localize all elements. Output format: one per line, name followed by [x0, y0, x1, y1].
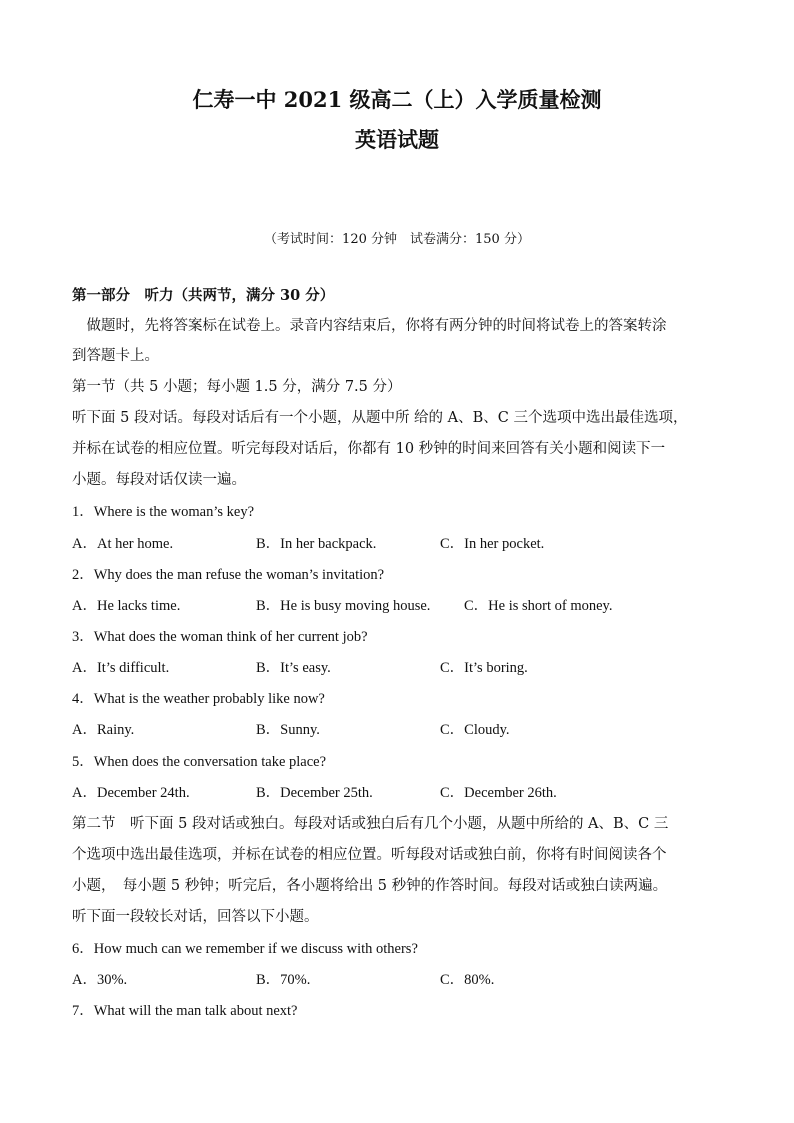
q5-option-a: A．December 24th.: [72, 785, 190, 801]
q4-option-b: B．Sunny.: [256, 722, 320, 738]
q1-option-c: C．In her pocket.: [440, 536, 545, 552]
question-4: 4．What is the weather probably like now?: [72, 691, 325, 707]
exam-title: 仁寿一中 2021 级高二（上）入学质量检测: [192, 87, 602, 112]
q2-option-c: C．He is short of money.: [464, 598, 613, 614]
question-1: 1．Where is the woman’s key?: [72, 504, 255, 520]
section2-line-3: 小题， 每小题 5 秒钟；听完后，各小题将给出 5 秒钟的作答时间。每段对话或独白读两遍。: [72, 878, 668, 894]
question-6: 6．How much can we remember if we discuss with others?: [72, 941, 418, 957]
intro-line-2: 到答题卡上。: [72, 348, 159, 364]
q5-option-b: B．December 25th.: [256, 785, 373, 801]
exam-meta: （考试时间：120 分钟 试卷满分：150 分）: [264, 232, 530, 247]
intro-line-1: 做题时，先将答案标在试卷上。录音内容结束后，你将有两分钟的时间将试卷上的答案转涂: [72, 318, 667, 334]
q6-option-a: A．30%.: [72, 972, 128, 988]
section2-line-1: 第二节 听下面 5 段对话或独白。每段对话或独白后有几个小题，从题中所给的 A、B、C 三: [72, 816, 669, 832]
q6-option-c: C．80%.: [440, 972, 495, 988]
section2-line-2: 个选项中选出最佳选项，并标在试卷的相应位置。听每段对话或独白前，你将有时间阅读各个: [72, 847, 667, 863]
q2-option-a: A．He lacks time.: [72, 598, 181, 614]
section1-instr-3: 小题。每段对话仅读一遍。: [72, 472, 246, 488]
q4-option-c: C．Cloudy.: [440, 722, 510, 738]
section1-instr-2: 并标在试卷的相应位置。听完每段对话后，你都有 10 秒钟的时间来回答有关小题和阅读下一: [72, 441, 666, 457]
section1-heading: 第一节（共 5 小题；每小题 1.5 分，满分 7.5 分）: [72, 379, 402, 395]
question-2: 2．Why does the man refuse the woman’s invitation?: [72, 567, 385, 583]
question-7: 7．What will the man talk about next?: [72, 1003, 298, 1019]
q2-option-b: B．He is busy moving house.: [256, 598, 431, 614]
section2-line-4: 听下面一段较长对话，回答以下小题。: [72, 909, 319, 925]
part1-heading: 第一部分 听力（共两节，满分 30 分）: [72, 287, 335, 304]
exam-subtitle: 英语试题: [355, 127, 439, 152]
q1-option-b: B．In her backpack.: [256, 536, 377, 552]
q6-option-b: B．70%.: [256, 972, 311, 988]
q1-option-a: A．At her home.: [72, 536, 174, 552]
question-5: 5．When does the conversation take place?: [72, 754, 327, 770]
q3-option-b: B．It’s easy.: [256, 660, 331, 676]
question-3: 3．What does the woman think of her current job?: [72, 629, 368, 645]
section1-instr-1: 听下面 5 段对话。每段对话后有一个小题，从题中所 给的 A、B、C 三个选项中选出最佳选项，: [72, 410, 688, 426]
q3-option-a: A．It’s difficult.: [72, 660, 170, 676]
q4-option-a: A．Rainy.: [72, 722, 135, 738]
q5-option-c: C．December 26th.: [440, 785, 557, 801]
q3-option-c: C．It’s boring.: [440, 660, 528, 676]
